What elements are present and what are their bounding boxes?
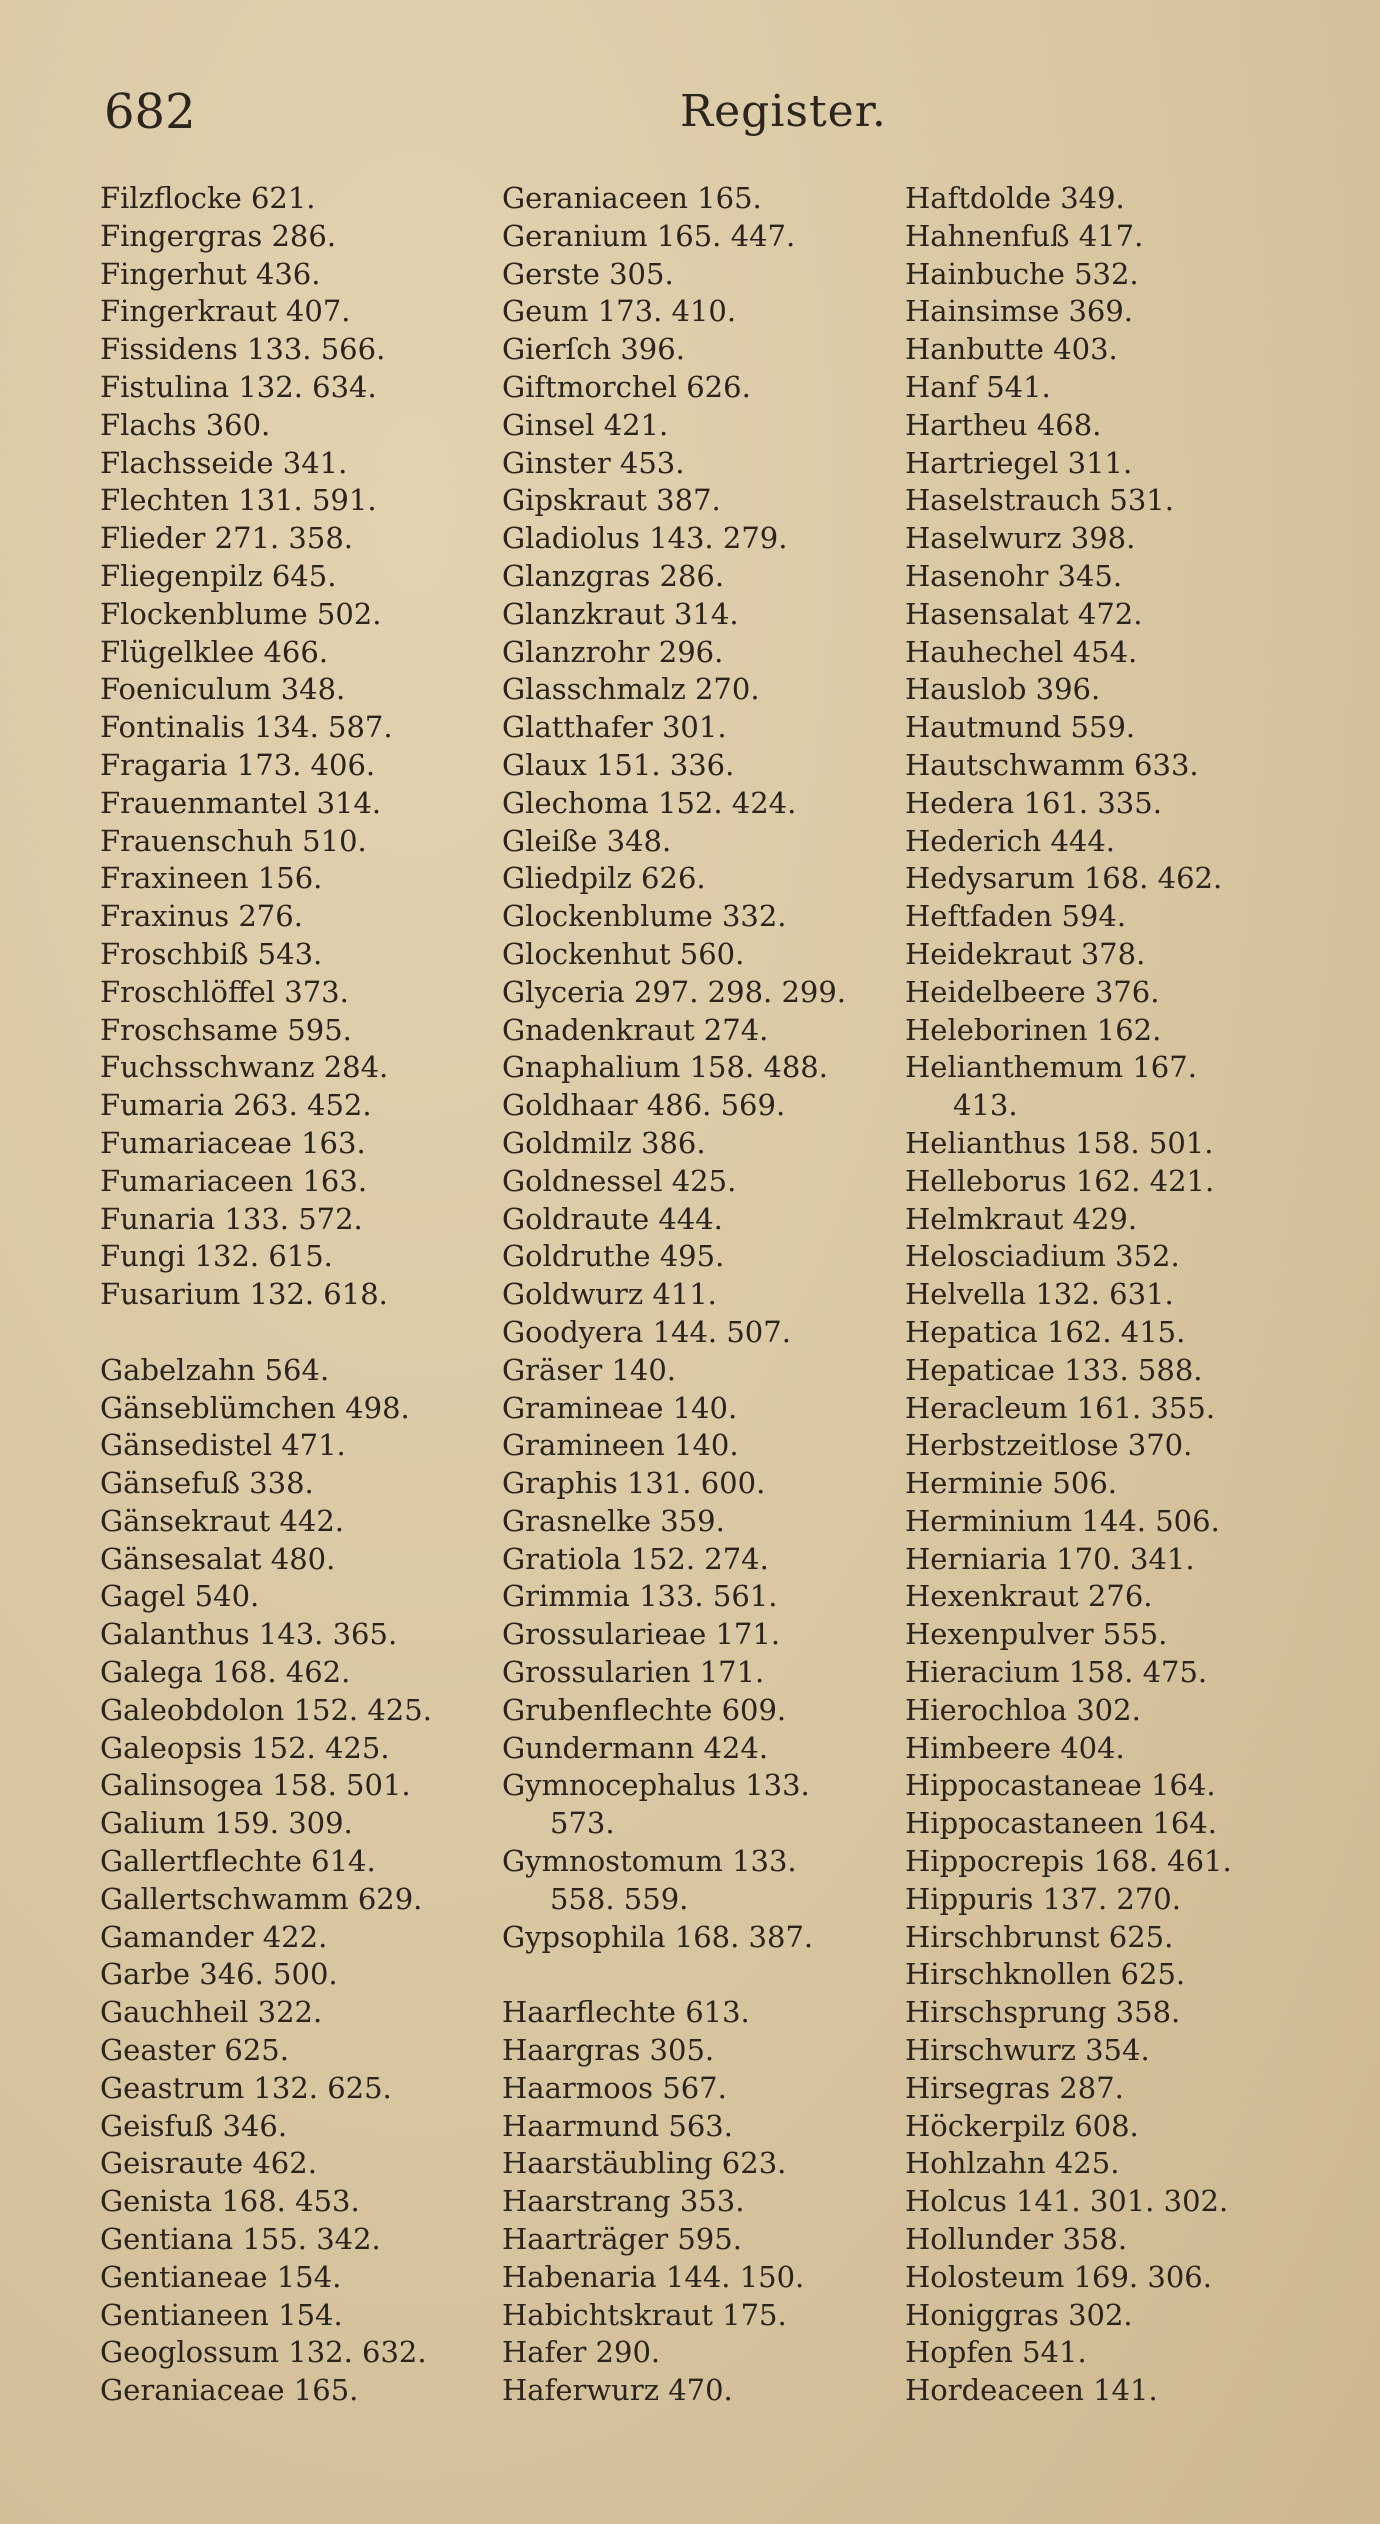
- index-entry: Hauhechel 454.: [905, 634, 1138, 669]
- index-entry: Fumaria 263. 452.: [100, 1088, 372, 1123]
- index-entry: Frauenschuh 510.: [100, 823, 367, 858]
- index-entry: Hirschbrunst 625.: [905, 1919, 1174, 1954]
- index-entry: Fontinalis 134. 587.: [100, 710, 393, 745]
- index-entry: Hartriegel 311.: [905, 445, 1133, 480]
- index-entry: Gierſch 396.: [502, 332, 685, 367]
- index-entry: Gymnocephalus 133.: [502, 1768, 810, 1803]
- index-entry: Hirschknollen 625.: [905, 1957, 1186, 1992]
- index-entry: Fumariaceen 163.: [100, 1163, 368, 1198]
- index-entry: Hanf 541.: [905, 369, 1051, 404]
- index-entry: Gänsefuß 338.: [100, 1466, 314, 1501]
- index-entry: Gentianeen 154.: [100, 2297, 343, 2332]
- index-entry: Goldraute 444.: [502, 1201, 723, 1236]
- index-entry: Glanzkraut 314.: [502, 596, 739, 631]
- index-entry: Heracleum 161. 355.: [905, 1390, 1216, 1425]
- index-entry: Gänsekraut 442.: [100, 1503, 345, 1538]
- index-entry: Gundermann 424.: [502, 1730, 769, 1765]
- index-column-3: [905, 180, 1335, 2410]
- index-entry: Hippocrepis 168. 461.: [905, 1844, 1232, 1879]
- index-column-1: [100, 180, 500, 2410]
- index-entry: Fragaria 173. 406.: [100, 747, 376, 782]
- index-entry: Helmkraut 429.: [905, 1201, 1138, 1236]
- index-entry: Glatthafer 301.: [502, 710, 727, 745]
- index-entry: Höckerpilz 608.: [905, 2108, 1139, 2143]
- index-entry: Glaux 151. 336.: [502, 747, 735, 782]
- index-entry: Hahnenfuß 417.: [905, 218, 1144, 253]
- index-entry: Hollunder 358.: [905, 2222, 1128, 2257]
- index-entry: Habichtskraut 175.: [502, 2297, 787, 2332]
- index-entry: Haarmund 563.: [502, 2108, 733, 2143]
- index-entry: Galinsogea 158. 501.: [100, 1768, 411, 1803]
- index-column-2: [502, 180, 902, 2410]
- index-entry: Fumariaceae 163.: [100, 1125, 366, 1160]
- index-entry: Hedera 161. 335.: [905, 785, 1162, 820]
- index-entry: Habenaria 144. 150.: [502, 2259, 805, 2294]
- index-entry: Geaster 625.: [100, 2033, 289, 2068]
- index-entry: Graphis 131. 600.: [502, 1466, 766, 1501]
- index-entry: Foeniculum 348.: [100, 672, 346, 707]
- index-entry: Hohlzahn 425.: [905, 2146, 1120, 2181]
- index-entry: Geraniaceae 165.: [100, 2373, 359, 2408]
- index-entry: Galega 168. 462.: [100, 1655, 351, 1690]
- index-entry: Gentiana 155. 342.: [100, 2222, 381, 2257]
- index-entry: Gräser 140.: [502, 1352, 677, 1387]
- index-entry: 573.: [550, 1806, 615, 1841]
- index-entry: Goodyera 144. 507.: [502, 1314, 791, 1349]
- index-entry: Hippocastaneen 164.: [905, 1806, 1217, 1841]
- index-section-gap: [502, 1956, 902, 1994]
- index-entry: Hautschwamm 633.: [905, 747, 1199, 782]
- index-entry: Hexenkraut 276.: [905, 1579, 1153, 1614]
- index-entry: Helianthus 158. 501.: [905, 1125, 1214, 1160]
- index-entry: Gymnostomum 133.: [502, 1844, 797, 1879]
- index-entry: Gladiolus 143. 279.: [502, 521, 788, 556]
- index-entry: Galium 159. 309.: [100, 1806, 353, 1841]
- index-entry: Gleiße 348.: [502, 823, 672, 858]
- index-entry: Gramineae 140.: [502, 1390, 738, 1425]
- index-entry: Grimmia 133. 561.: [502, 1579, 778, 1614]
- index-entry: Gallertschwamm 629.: [100, 1881, 423, 1916]
- index-entry: Haargras 305.: [502, 2033, 715, 2068]
- index-entry: Gratiola 152. 274.: [502, 1541, 769, 1576]
- index-entry: Haarstrang 353.: [502, 2184, 745, 2219]
- index-entry: 558. 559.: [550, 1881, 689, 1916]
- index-entry: Goldwurz 411.: [502, 1277, 717, 1312]
- index-entry: Giftmorchel 626.: [502, 369, 751, 404]
- index-entry: Galeopsis 152. 425.: [100, 1730, 390, 1765]
- index-entry: Glanzgras 286.: [502, 558, 725, 593]
- index-entry: Flachs 360.: [100, 407, 271, 442]
- index-entry: Geisraute 462.: [100, 2146, 317, 2181]
- index-entry: Hauslob 396.: [905, 672, 1101, 707]
- index-entry: Hainbuche 532.: [905, 256, 1139, 291]
- index-entry: Hordeaceen 141.: [905, 2373, 1158, 2408]
- index-entry: Hautmund 559.: [905, 710, 1136, 745]
- index-entry: Froschlöffel 373.: [100, 974, 349, 1009]
- index-entry: Fissidens 133. 566.: [100, 332, 386, 367]
- index-entry: Heleborinen 162.: [905, 1012, 1162, 1047]
- index-entry: Gänseblümchen 498.: [100, 1390, 410, 1425]
- index-entry: Flachsseide 341.: [100, 445, 348, 480]
- index-entry: Haselstrauch 531.: [905, 483, 1174, 518]
- index-entry: Fusarium 132. 618.: [100, 1277, 388, 1312]
- index-entry: Herminium 144. 506.: [905, 1503, 1220, 1538]
- index-entry: Holcus 141. 301. 302.: [905, 2184, 1229, 2219]
- index-entry: Geraniaceen 165.: [502, 181, 762, 215]
- index-entry: Goldmilz 386.: [502, 1125, 706, 1160]
- index-entry: Himbeere 404.: [905, 1730, 1125, 1765]
- index-entry: Hartheu 468.: [905, 407, 1102, 442]
- index-entry: Gagel 540.: [100, 1579, 260, 1614]
- index-entry: Haarmoos 567.: [502, 2070, 727, 2105]
- index-entry: Gamander 422.: [100, 1919, 328, 1954]
- index-entry: Haarträger 595.: [502, 2222, 742, 2257]
- index-entry: Hafer 290.: [502, 2335, 661, 2370]
- index-entry: Froschsame 595.: [100, 1012, 352, 1047]
- index-entry: Hirsegras 287.: [905, 2070, 1124, 2105]
- index-entry: Fingergras 286.: [100, 218, 337, 253]
- index-entry: Hexenpulver 555.: [905, 1617, 1168, 1652]
- index-entry: Hasenohr 345.: [905, 558, 1123, 593]
- index-entry: Gerste 305.: [502, 256, 674, 291]
- index-section-gap: [100, 1314, 500, 1352]
- index-entry: Holosteum 169. 306.: [905, 2259, 1212, 2294]
- index-entry: Fingerhut 436.: [100, 256, 321, 291]
- index-entry: Heidekraut 378.: [905, 936, 1146, 971]
- index-entry: Galeobdolon 152. 425.: [100, 1692, 432, 1727]
- index-entry: Hopfen 541.: [905, 2335, 1087, 2370]
- index-entry: Herminie 506.: [905, 1466, 1117, 1501]
- index-entry: Herniaria 170. 341.: [905, 1541, 1195, 1576]
- index-entry: Glyceria 297. 298. 299.: [502, 974, 847, 1009]
- index-entry: Helosciadium 352.: [905, 1239, 1180, 1274]
- index-entry: Gypsophila 168. 387.: [502, 1919, 814, 1954]
- page-number: 682: [104, 84, 196, 140]
- index-entry: Hirschwurz 354.: [905, 2033, 1150, 2068]
- index-entry: Hainsimse 369.: [905, 294, 1134, 329]
- index-entry: Grossularien 171.: [502, 1655, 765, 1690]
- index-entry: Haftdolde 349.: [905, 181, 1125, 215]
- index-entry: Hepatica 162. 415.: [905, 1314, 1186, 1349]
- index-entry: Fungi 132. 615.: [100, 1239, 333, 1274]
- index-entry: Gentianeae 154.: [100, 2259, 342, 2294]
- index-entry: Funaria 133. 572.: [100, 1201, 363, 1236]
- index-entry: Hedysarum 168. 462.: [905, 861, 1223, 896]
- index-entry: Haarstäubling 623.: [502, 2146, 787, 2181]
- index-entry: Fistulina 132. 634.: [100, 369, 377, 404]
- index-entry: Frauenmantel 314.: [100, 785, 382, 820]
- index-entry: Hierochloa 302.: [905, 1692, 1141, 1727]
- index-entry: Gnadenkraut 274.: [502, 1012, 769, 1047]
- index-entry: 413.: [953, 1088, 1018, 1123]
- index-entry: Garbe 346. 500.: [100, 1957, 338, 1992]
- index-entry: Glanzrohr 296.: [502, 634, 724, 669]
- index-entry: Herbstzeitlose 370.: [905, 1428, 1193, 1463]
- index-entry: Hippocastaneae 164.: [905, 1768, 1216, 1803]
- index-entry: Gramineen 140.: [502, 1428, 739, 1463]
- index-entry: Geoglossum 132. 632.: [100, 2335, 427, 2370]
- index-entry: Gabelzahn 564.: [100, 1352, 330, 1387]
- index-entry: Goldruthe 495.: [502, 1239, 725, 1274]
- index-entry: Flügelklee 466.: [100, 634, 329, 669]
- index-entry: Hieracium 158. 475.: [905, 1655, 1208, 1690]
- index-entry: Fliegenpilz 645.: [100, 558, 337, 593]
- index-entry: Gänsesalat 480.: [100, 1541, 336, 1576]
- index-entry: Gallertflechte 614.: [100, 1844, 376, 1879]
- index-entry: Geranium 165. 447.: [502, 218, 796, 253]
- index-entry: Haselwurz 398.: [905, 521, 1136, 556]
- index-entry: Heidelbeere 376.: [905, 974, 1160, 1009]
- index-entry: Hanbutte 403.: [905, 332, 1118, 367]
- index-entry: Flieder 271. 358.: [100, 521, 353, 556]
- index-entry: Ginster 453.: [502, 445, 685, 480]
- index-entry: Fraxinus 276.: [100, 899, 303, 934]
- index-entry: Hepaticae 133. 588.: [905, 1352, 1203, 1387]
- index-entry: Heftfaden 594.: [905, 899, 1127, 934]
- index-entry: Hippuris 137. 270.: [905, 1881, 1181, 1916]
- index-entry: Gänsedistel 471.: [100, 1428, 346, 1463]
- index-entry: Fraxineen 156.: [100, 861, 323, 896]
- index-entry: Hederich 444.: [905, 823, 1116, 858]
- index-entry: Flockenblume 502.: [100, 596, 382, 631]
- index-entry: Glockenblume 332.: [502, 899, 787, 934]
- index-entry: Fuchsschwanz 284.: [100, 1050, 389, 1085]
- index-entry: Glechoma 152. 424.: [502, 785, 797, 820]
- index-entry: Gauchheil 322.: [100, 1995, 323, 2030]
- index-entry: Goldhaar 486. 569.: [502, 1088, 786, 1123]
- index-entry: Helleborus 162. 421.: [905, 1163, 1215, 1198]
- index-entry: Hirschsprung 358.: [905, 1995, 1181, 2030]
- index-entry: Geastrum 132. 625.: [100, 2070, 392, 2105]
- index-entry: Fingerkraut 407.: [100, 294, 351, 329]
- index-entry: Honiggras 302.: [905, 2297, 1133, 2332]
- index-entry: Glasschmalz 270.: [502, 672, 760, 707]
- index-entry: Flechten 131. 591.: [100, 483, 377, 518]
- index-entry: Haferwurz 470.: [502, 2373, 733, 2408]
- index-entry: Glockenhut 560.: [502, 936, 745, 971]
- index-entry: Froschbiß 543.: [100, 936, 323, 971]
- index-entry: Grasnelke 359.: [502, 1503, 725, 1538]
- index-entry: Gliedpilz 626.: [502, 861, 706, 896]
- index-entry: Geum 173. 410.: [502, 294, 737, 329]
- index-entry: Gipskraut 387.: [502, 483, 721, 518]
- index-entry: Grossularieae 171.: [502, 1617, 781, 1652]
- index-entry: Helianthemum 167.: [905, 1050, 1197, 1085]
- index-entry: Geisfuß 346.: [100, 2108, 288, 2143]
- index-entry: Genista 168. 453.: [100, 2184, 360, 2219]
- index-entry: Goldnessel 425.: [502, 1163, 737, 1198]
- index-entry: Filzflocke 621.: [100, 181, 316, 215]
- index-entry: Galanthus 143. 365.: [100, 1617, 398, 1652]
- index-entry: Ginsel 421.: [502, 407, 669, 442]
- index-entry: Helvella 132. 631.: [905, 1277, 1174, 1312]
- index-entry: Grubenflechte 609.: [502, 1692, 787, 1727]
- running-title: Register.: [680, 86, 887, 137]
- index-entry: Haarflechte 613.: [502, 1995, 750, 2030]
- index-entry: Hasensalat 472.: [905, 596, 1143, 631]
- index-entry: Gnaphalium 158. 488.: [502, 1050, 828, 1085]
